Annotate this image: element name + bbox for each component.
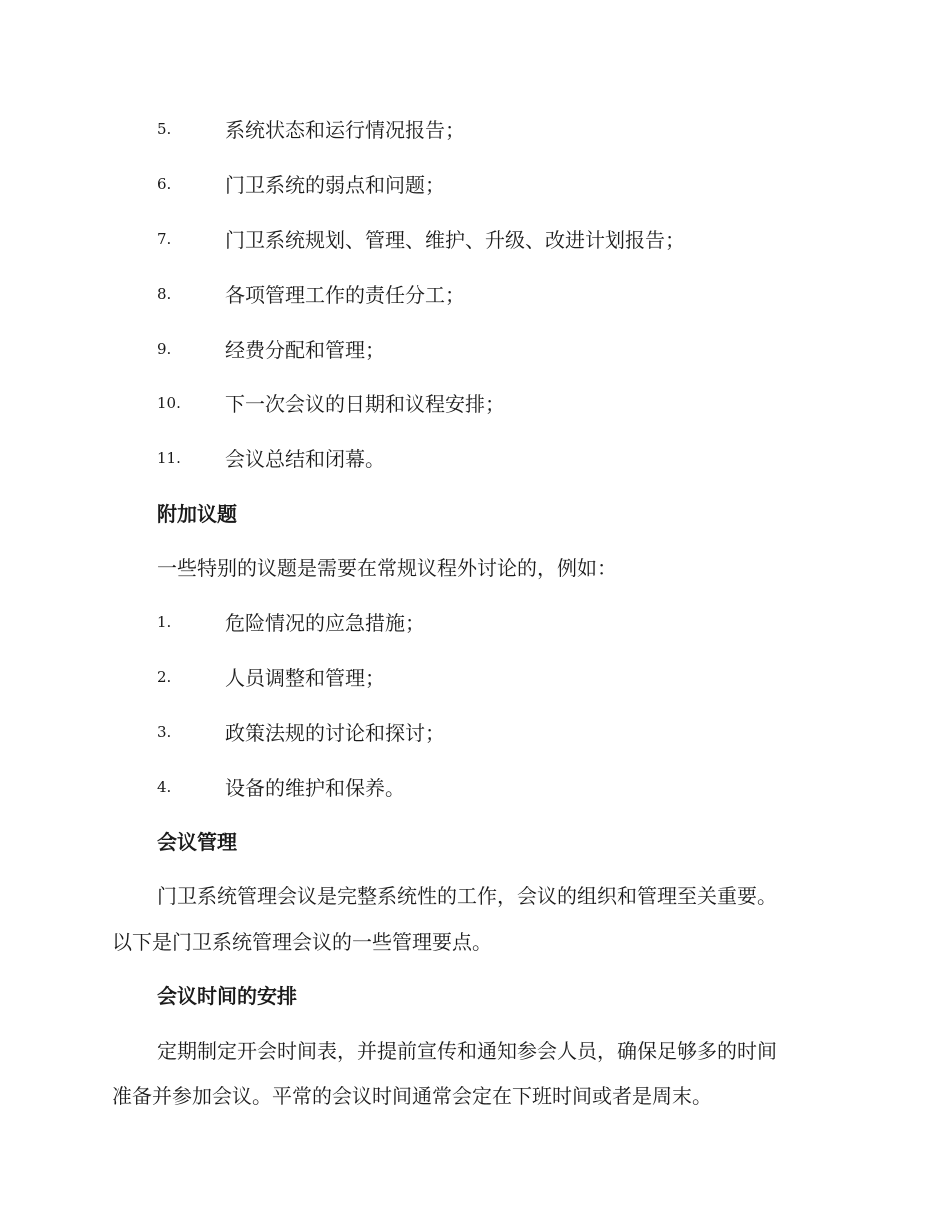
- list-item: [157, 443, 857, 473]
- management-paragraph-line2: 以下是门卫系统管理会议的一些管理要点。: [112, 930, 492, 954]
- list-text: 门卫系统规划、管理、维护、升级、改进计划报告；: [225, 228, 685, 252]
- list-text: 危险情况的应急措施；: [225, 611, 425, 635]
- list-number: 9.: [157, 340, 172, 358]
- list-item: [157, 388, 857, 418]
- list-text: 下一次会议的日期和议程安排；: [225, 392, 505, 416]
- list-text: 政策法规的讨论和探讨；: [225, 721, 445, 745]
- list-item: [157, 169, 857, 199]
- list-number: 10.: [157, 394, 181, 412]
- list-item: [157, 772, 857, 802]
- list-item: [157, 334, 857, 364]
- list-number: 7.: [157, 230, 172, 248]
- list-text: 门卫系统的弱点和问题；: [225, 173, 445, 197]
- list-text: 会议总结和闭幕。: [225, 447, 385, 471]
- time-paragraph-line1: 定期制定开会时间表，并提前宣传和通知参会人员，确保足够多的时间: [157, 1039, 777, 1063]
- list-item: [157, 114, 857, 144]
- section-heading-meeting-management: 会议管理: [157, 830, 237, 854]
- list-item: [157, 224, 857, 254]
- section-heading-meeting-time: 会议时间的安排: [157, 984, 297, 1008]
- section-heading-extra-topics: 附加议题: [157, 502, 237, 526]
- list-text: 经费分配和管理；: [225, 338, 385, 362]
- time-paragraph-line2: 准备并参加会议。平常的会议时间通常会定在下班时间或者是周末。: [112, 1084, 712, 1108]
- list-number: 11.: [157, 449, 181, 467]
- list-item: [157, 607, 857, 637]
- list-item: [157, 662, 857, 692]
- list-number: 1.: [157, 613, 172, 631]
- list-number: 3.: [157, 723, 172, 741]
- list-text: 系统状态和运行情况报告；: [225, 118, 465, 142]
- management-paragraph-line1: 门卫系统管理会议是完整系统性的工作，会议的组织和管理至关重要。: [157, 884, 777, 908]
- list-text: 设备的维护和保养。: [225, 776, 405, 800]
- list-text: 人员调整和管理；: [225, 666, 385, 690]
- list-item: [157, 717, 857, 747]
- extra-topics-intro: 一些特别的议题是需要在常规议程外讨论的，例如：: [157, 556, 617, 580]
- list-number: 8.: [157, 285, 172, 303]
- list-text: 各项管理工作的责任分工；: [225, 283, 465, 307]
- list-number: 6.: [157, 175, 172, 193]
- list-number: 4.: [157, 778, 172, 796]
- list-number: 5.: [157, 120, 172, 138]
- list-item: [157, 279, 857, 309]
- list-number: 2.: [157, 668, 172, 686]
